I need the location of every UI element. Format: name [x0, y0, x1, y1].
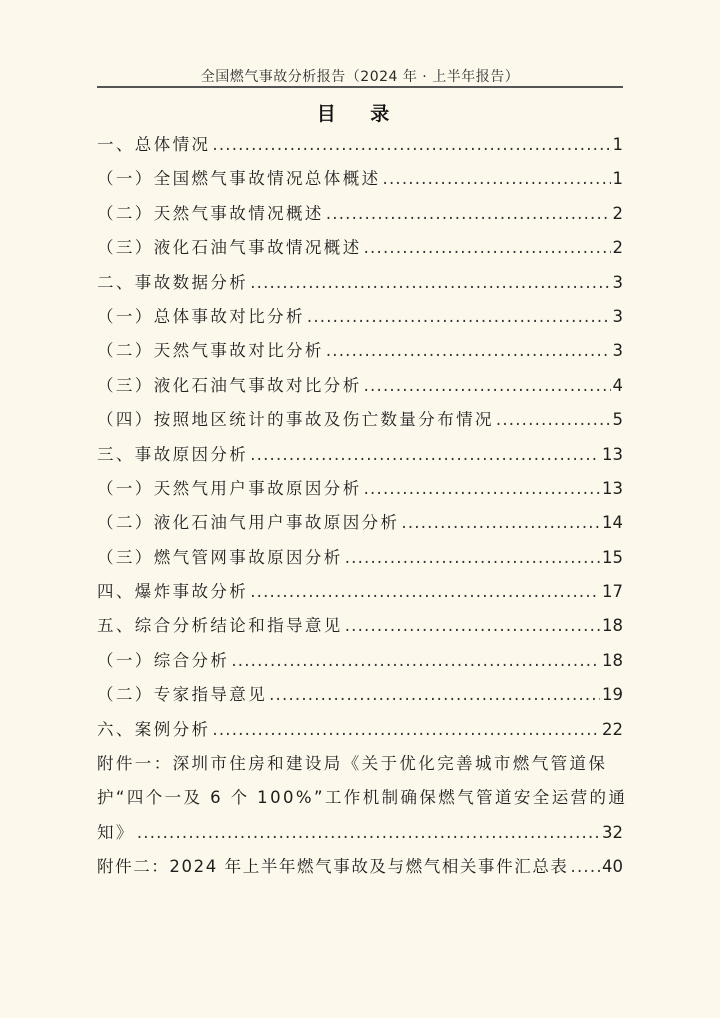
dot-leader — [364, 472, 600, 506]
toc-entry-attachment-2[interactable] — [97, 850, 623, 884]
toc-entry-page: 22 — [602, 719, 623, 739]
toc-entry-page: 14 — [602, 513, 623, 533]
dot-leader — [383, 162, 611, 196]
toc-entry-page: 18 — [602, 616, 623, 636]
toc-entry-page: 17 — [602, 582, 623, 602]
dot-leader — [212, 713, 600, 747]
dot-leader — [326, 197, 611, 231]
dot-leader — [269, 678, 600, 712]
toc-entry-page: 1 — [612, 169, 623, 189]
dot-leader — [137, 816, 600, 850]
toc-entry-attachment-1[interactable] — [97, 747, 628, 850]
toc-entry-3-3[interactable] — [97, 541, 623, 575]
header-rule — [97, 86, 623, 88]
toc-entry-page: 2 — [612, 203, 623, 223]
toc-entry-page: 15 — [602, 547, 623, 567]
toc-entry-label: （一）天然气用户事故原因分析 — [97, 478, 362, 498]
toc-entry-2[interactable] — [97, 266, 623, 300]
toc-entry-page: 5 — [612, 410, 623, 430]
toc-entry-6[interactable] — [97, 713, 623, 747]
toc-entry-label: 附件二：2024 年上半年燃气事故及与燃气相关事件汇总表 — [97, 857, 569, 877]
toc-entry-page: 13 — [602, 444, 623, 464]
toc-entry-label: 四、爆炸事故分析 — [97, 582, 249, 602]
dot-leader — [307, 300, 611, 334]
toc-entry-1-3[interactable] — [97, 231, 623, 265]
toc-entry-label: （三）液化石油气事故情况概述 — [97, 238, 362, 258]
toc-entry-label: （二）天然气事故情况概述 — [97, 203, 324, 223]
dot-leader — [364, 369, 611, 403]
toc-entry-label: （三）液化石油气事故对比分析 — [97, 375, 362, 395]
toc-entry-label: 三、事故原因分析 — [97, 444, 249, 464]
dot-leader — [231, 644, 600, 678]
dot-leader — [401, 506, 600, 540]
toc-entry-3-1[interactable] — [97, 472, 623, 506]
toc-entry-label-line: 知》 — [97, 822, 135, 842]
toc-title: 目 录 — [316, 103, 404, 125]
toc-entry-label: 五、综合分析结论和指导意见 — [97, 616, 343, 636]
toc-entry-page: 13 — [602, 478, 623, 498]
dot-leader — [250, 266, 610, 300]
toc-entry-label-line: 护“四个一及 6 个 100%”工作机制确保燃气管道安全运营的通 — [97, 788, 628, 808]
toc-entry-4[interactable] — [97, 575, 623, 609]
toc-entry-page: 18 — [602, 650, 623, 670]
toc-entry-page: 32 — [602, 822, 623, 842]
dot-leader — [250, 438, 600, 472]
dot-leader — [345, 541, 600, 575]
toc-entry-label: （三）燃气管网事故原因分析 — [97, 547, 343, 567]
toc-entry-page: 1 — [612, 135, 623, 154]
toc-entry-page: 3 — [612, 272, 623, 292]
toc-entry-5-2[interactable] — [97, 678, 623, 712]
toc-entry-page: 3 — [612, 306, 623, 326]
table-of-contents — [97, 128, 628, 885]
toc-entry-5[interactable] — [97, 609, 623, 643]
toc-entry-page: 40 — [602, 857, 623, 877]
toc-entry-label-line: 附件一：深圳市住房和建设局《关于优化完善城市燃气管道保 — [97, 754, 608, 774]
toc-entry-label: （四）按照地区统计的事故及伤亡数量分布情况 — [97, 410, 494, 430]
toc-entry-last-line — [97, 816, 623, 850]
toc-entry-label: （二）专家指导意见 — [97, 685, 268, 705]
toc-entry-label: 一、总体情况 — [97, 135, 211, 154]
toc-entry-1-1[interactable] — [97, 162, 623, 196]
toc-entry-page: 2 — [612, 238, 623, 258]
toc-entry-label: （一）综合分析 — [97, 650, 230, 670]
toc-entry-label: （二）液化石油气用户事故原因分析 — [97, 513, 400, 533]
toc-entry-label: 六、案例分析 — [97, 719, 211, 739]
toc-entry-1-2[interactable] — [97, 197, 623, 231]
toc-entry-2-3[interactable] — [97, 369, 623, 403]
dot-leader — [250, 575, 600, 609]
toc-entry-page: 4 — [612, 375, 623, 395]
toc-entry-label: 二、事故数据分析 — [97, 272, 249, 292]
dot-leader — [345, 609, 600, 643]
toc-entry-3[interactable] — [97, 438, 623, 472]
dot-leader — [212, 128, 610, 162]
toc-entry-2-4[interactable] — [97, 403, 623, 437]
dot-leader — [326, 334, 611, 368]
toc-entry-2-1[interactable] — [97, 300, 623, 334]
dot-leader — [364, 231, 611, 265]
toc-entry-label: （一）全国燃气事故情况总体概述 — [97, 169, 381, 189]
toc-entry-1[interactable] — [97, 128, 623, 162]
toc-entry-page: 19 — [602, 685, 623, 705]
toc-entry-label: （二）天然气事故对比分析 — [97, 341, 324, 361]
running-header: 全国燃气事故分析报告（2024 年 · 上半年报告） — [200, 69, 520, 85]
toc-entry-label: （一）总体事故对比分析 — [97, 306, 305, 326]
toc-entry-2-2[interactable] — [97, 334, 623, 368]
toc-entry-5-1[interactable] — [97, 644, 623, 678]
toc-entry-3-2[interactable] — [97, 506, 623, 540]
toc-entry-page: 3 — [612, 341, 623, 361]
dot-leader — [571, 850, 600, 884]
dot-leader — [496, 403, 611, 437]
